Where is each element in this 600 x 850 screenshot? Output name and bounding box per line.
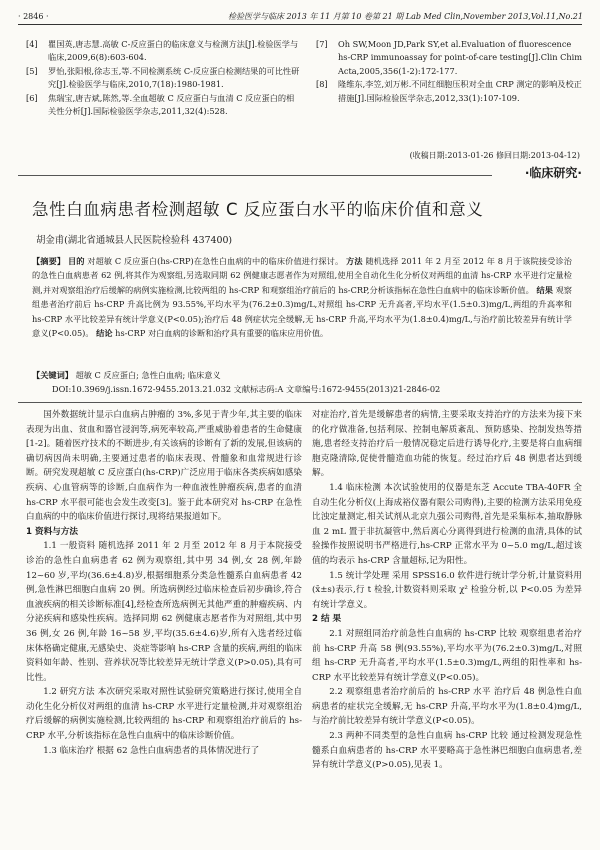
reference-number: [5] [26, 65, 38, 76]
body-paragraph: 2.2 观察组患者治疗前后的 hs-CRP 水平 治疗后 48 例急性白血病患者的症状完全缓解,无 hs-CRP 升高,平均水平为(1.8±0.4)mg/L,与治疗前比较差异有统计学意义(P<0.05)。 [312, 687, 582, 727]
reference-number: [6] [26, 92, 38, 103]
section-banner: ·临床研究· [524, 166, 582, 180]
article-title: 急性白血病患者检测超敏 C 反应蛋白水平的临床价值和意义 [32, 200, 484, 219]
reference-item [316, 78, 582, 105]
conclusion-label: 结论 [96, 328, 113, 339]
keywords-text: 超敏 C 反应蛋白; 急性白血病; 临床意义 [75, 370, 221, 380]
reference-number: [8] [316, 79, 328, 90]
page-header [18, 10, 582, 25]
reference-text: 瞿国英,唐志慧.高敏 C-反应蛋白的临床意义与检测方法[J].检验医学与临床,2009,6(8):603-604. [48, 39, 299, 63]
author-line: 胡金甫(湖北省通城县人民医院检验科 437400) [36, 235, 233, 246]
reference-item [26, 38, 302, 65]
body-paragraph: 1.4 临床检测 本次试验使用的仪器是东芝 Accute TBA-40FR 全自动生化分析仪(上海成裕仪器有限公司购得),主要的检测方法采用免疫比浊定量测定,相关试剂从北京九强公司购得,首先是采集标本,抽取静脉血 2 mL 置于非抗凝管中,然后离心分离得到进行检测的血清,具体的试验操作按照说明书严格进行,hs-CRP 正常水平为 0~5.0 mg/L,超过该值的均表示 hs-CRP 含量超标,记为阳性。 [312, 482, 582, 566]
reference-item [316, 38, 582, 78]
conclusion-text: hs-CRP 对白血病的诊断和治疗具有重要的临床应用价值。 [115, 328, 329, 339]
abstract [32, 254, 572, 340]
body-column-left [26, 408, 302, 758]
keywords [32, 370, 572, 381]
section-divider [18, 175, 492, 176]
reference-text: Oh SW,Moon JD,Park SY,et al.Evaluation of fluorescence hs-CRP immunoassay for point-of-care testing[J].Clin Chim Acta,2005,356(1-2):172-177. [338, 39, 582, 76]
journal-info: 检验医学与临床 2013 年 11 月第 10 卷第 21 期 Lab Med Clin,November 2013,Vol.11,No.21 [228, 12, 583, 21]
body-paragraph: 1.2 研究方法 本次研究采取对照性试验研究策略进行探讨,使用全自动化生化分析仪对两组的血清 hs-CRP 水平进行定量检测,并对观察组治疗后缓解的病例实施检测,比较两组的 hs-CRP 和观察组治疗前后的 hs-CRP 水平,分析该指标在急性白血病中的临床诊断价值。 [26, 687, 302, 742]
objective-label: 目的 [67, 256, 85, 266]
method-label: 方法 [346, 256, 363, 266]
body-paragraph: 1.3 临床治疗 根据 62 急性白血病患者的具体情况进行了 [43, 745, 260, 756]
section-heading: 1 资料与方法 [26, 526, 78, 537]
method-text: 随机选择 2011 年 2 月至 2012 年 8 月于该院接受诊治的急性白血病患者 62 例,将其作为观察组,另选取同期 62 例健康志愿者作为对照组,使用全自动化生化分析仪对两组的血清 hs-CRP 水平进行定量检测,并对观察组治疗后缓解的病例实施检测,比较两组的 hs-CRP 和观察组治疗前后的 hs-CRP,分析该指标在急性白血病中的临床诊断价值。 [32, 256, 572, 295]
keywords-label: 【关键词】 [32, 370, 73, 380]
body-paragraph: 对症治疗,首先是缓解患者的病情,主要采取支持治疗的方法来为接下来的化疗做准备,包括利尿、控制电解质紊乱、预防感染、控制发热等措施,患者经支持治疗后一般情况稳定后进行诱导化疗,主要是将白血病细胞克隆清除,促使骨髓造血功能的恢复。经过治疗后 48 例患者达到缓解。 [312, 410, 582, 479]
body-paragraph: 1.1 一般资料 随机选择 2011 年 2 月至 2012 年 8 月于本院接受诊治的急性白血病患者 62 例为观察组,其中男 34 例,女 28 例,年龄 12~60 岁,平均(36.6±4.8)岁,根据细胞系分类急性髓系白血病患者 42 例,急性淋巴细胞白血病 20 例。所选病例经过临床检查后初步确诊,符合血液疾病的相关诊断标准[4],经检查所选病例无其他严重的肿瘤疾病、内分泌疾病和感染性疾病。选择同期 62 例健康志愿者作为对照组,其中男 36 例,女 26 例,年龄 16~58 岁,平均(35.6±4.6)岁,所有入选者经过临床体格确定健康,无感染史、炎症等影响 hs-CRP 含量的疾病,两组的临床资料如年龄、性别、营养状况等比较差异无统计学意义(P>0.05),具有可比性。 [26, 541, 302, 683]
received-dates: (收稿日期:2013-01-26 修回日期:2013-04-12) [409, 151, 580, 160]
references-left [26, 38, 302, 118]
body-column-right [312, 408, 582, 773]
reference-number: [4] [26, 39, 38, 49]
body-paragraph: 国外数据统计显示白血病占肿瘤的 3%,多见于青少年,其主要的临床表现为出血、贫血和器官浸润等,病死率较高,严重威胁着患者的生命健康[1-2]。随着医疗技术的不断进步,有关该病的诊断有了新的发展,但该病的确切病因尚未明确,主要通过患者的临床表现、骨髓象和血常规进行诊断。研究发现超敏 C 反应蛋白(hs-CRP)广泛应用于临床各类疾病如感染疾病、心血管病等的诊断,白血病作为一种血液性肿瘤疾病,患者的血清 hs-CRP 水平很可能也会发生改变[3]。鉴于此本研究对 hs-CRP 在急性白血病的中的临床价值进行探讨,现将结果报道如下。 [26, 410, 302, 523]
body-paragraph: 1.5 统计学处理 采用 SPSS16.0 软件进行统计学分析,计量资料用(x̄±s)表示,行 t 检验,计数资料则采取 χ² 检验分析,以 P<0.05 为差异有统计学意义。 [312, 570, 582, 610]
reference-item [26, 65, 302, 92]
section-heading: 2 结 果 [312, 614, 342, 625]
body-paragraph: 2.3 两种不同类型的急性白血病 hs-CRP 比较 通过检测发现急性髓系白血病患者的 hs-CRP 水平要略高于急性淋巴细胞白血病患者,差异有统计学意义(P>0.05),见表 1。 [312, 731, 582, 771]
body-paragraph: 2.1 对照组同治疗前急性白血病的 hs-CRP 比较 观察组患者治疗前 hs-CRP 升高 58 例(93.55%),平均水平为(76.2±0.3)mg/L,对照组 hs-CRP 无升高者,平均水平(1.5±0.3)mg/L,两组的阳性率和 hs-CRP 水平比较差异有统计学意义(P<0.05)。 [312, 628, 582, 683]
references-right [316, 38, 582, 105]
reference-text: 隆维东,李笠,刘万彬.不同红细胞压积对全血 CRP 测定的影响及校正措施[J].国际检验医学杂志,2012,33(1):107-109. [338, 79, 582, 103]
result-text: 观察组患者治疗前后 hs-CRP 升高比例为 93.55%,平均水平为(76.2±0.3)mg/L,对照组 hs-CRP 无升高者,平均水平(1.5±0.3)mg/L,两组的升高率和 hs-CRP 水平比较差异有统计学意义(P<0.05);治疗后 48 例症状完全缓解,无 hs-CRP 升高,平均水平为(1.8±0.4)mg/L,与治疗前比较差异有统计学意义(P<0.05)。 [32, 284, 572, 339]
objective-text: 对超敏 C 反应蛋白(hs-CRP)在急性白血病的中的临床价值进行探讨。 [87, 256, 344, 266]
abstract-divider [18, 402, 582, 403]
reference-text: 焦瑞宝,唐吉斌,陈然,等.全血超敏 C 反应蛋白与血清 C 反应蛋白的相关性分析[J].国际检验医学杂志,2011,32(4):528. [48, 92, 295, 117]
page-number: · 2846 · [18, 12, 49, 21]
reference-item [26, 92, 302, 119]
result-label: 结果 [536, 284, 553, 295]
reference-text: 罗怡,张阳根,徐志玉,等.不同检测系统 C-反应蛋白检测结果的可比性研究[J].检验医学与临床,2010,7(18):1980-1981. [48, 65, 300, 90]
doi-line: DOI:10.3969/j.issn.1672-9455.2013.21.032 文献标志码:A 文章编号:1672-9455(2013)21-2846-02 [52, 384, 441, 394]
abstract-label: 【摘要】 [32, 256, 66, 266]
reference-number: [7] [316, 39, 328, 49]
